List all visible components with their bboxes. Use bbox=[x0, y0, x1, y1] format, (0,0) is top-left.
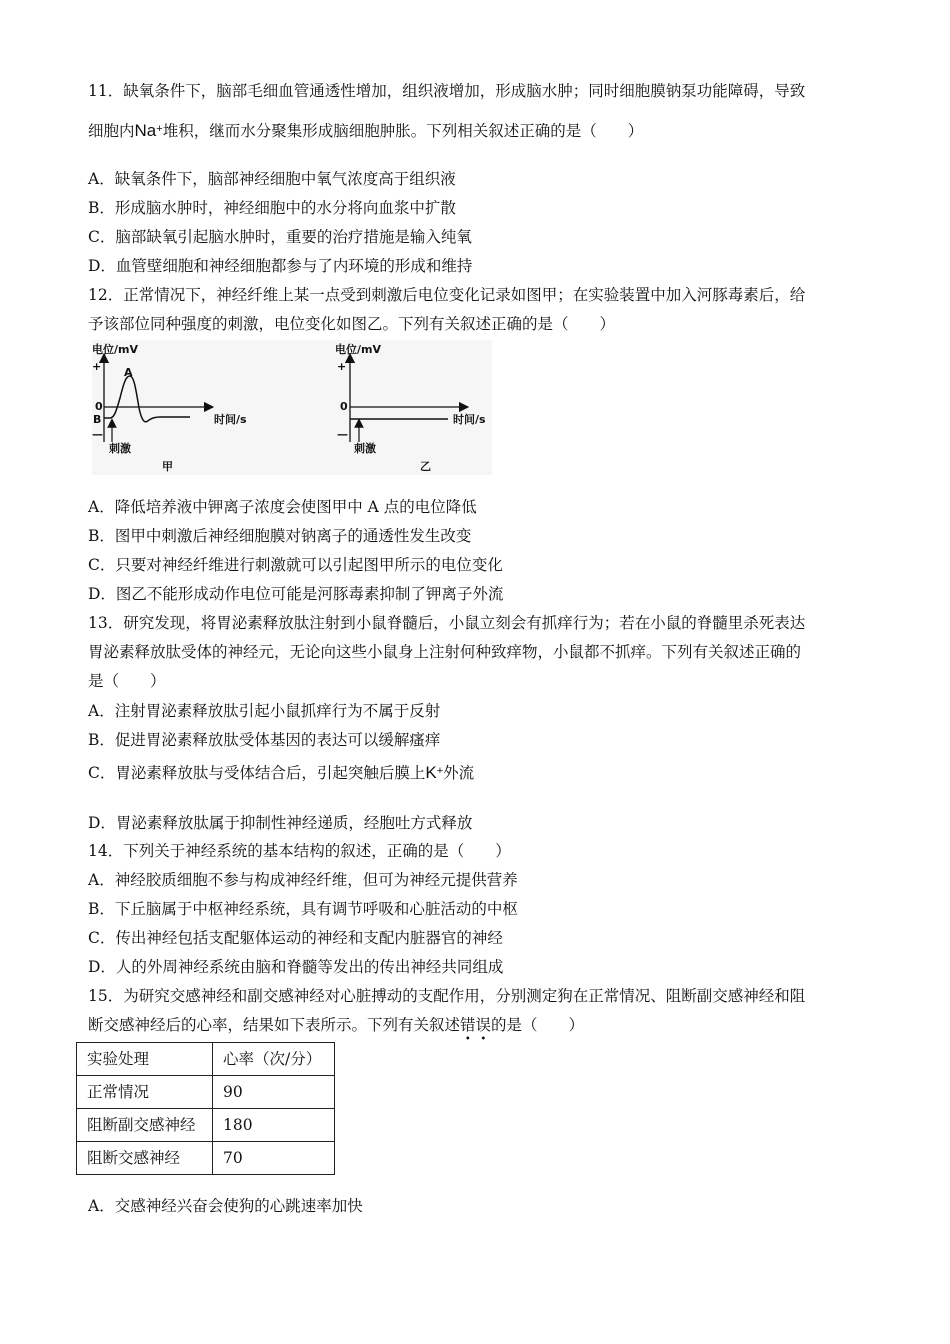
yi-xlabel: 时间/s bbox=[453, 413, 486, 426]
q11-stem-line2 bbox=[88, 121, 643, 143]
q13-stem-line2: 胃泌素释放肽受体的神经元，无论向这些小鼠身上注射何种致痒物，小鼠都不抓痒。下列有关叙述正确的 bbox=[88, 643, 802, 661]
q12-option-c: C．只要对神经纤维进行刺激就可以引起图甲所示的电位变化 bbox=[88, 556, 503, 574]
table-header-row bbox=[77, 1043, 335, 1076]
jia-label-a: A bbox=[124, 366, 133, 379]
q13-option-d: D．胃泌素释放肽属于抑制性神经递质，经胞吐方式释放 bbox=[88, 814, 473, 832]
q13-ion-charge: + bbox=[436, 765, 444, 777]
q15-emph-char-2: 误 bbox=[475, 1016, 492, 1034]
graph-jia bbox=[92, 342, 247, 473]
jia-caption: 甲 bbox=[162, 460, 173, 473]
q15-stem-line2 bbox=[88, 1015, 585, 1045]
jia-potential-curve bbox=[104, 376, 190, 422]
q15-heart-rate-table bbox=[76, 1042, 335, 1175]
q13-option-c bbox=[88, 763, 474, 785]
q14-option-d: D．人的外周神经系统由脑和脊髓等发出的传出神经共同组成 bbox=[88, 958, 504, 976]
q15-stem-line1: 15．为研究交感神经和副交感神经对心脏搏动的支配作用，分别测定狗在正常情况、阻断副交感神经和阻 bbox=[88, 987, 806, 1005]
q15-option-a: A．交感神经兴奋会使狗的心跳速率加快 bbox=[88, 1197, 363, 1215]
jia-plus: + bbox=[92, 360, 102, 373]
table-cell: 阻断交感神经 bbox=[77, 1142, 213, 1175]
jia-xlabel: 时间/s bbox=[214, 413, 247, 426]
q14-stem: 14．下列关于神经系统的基本结构的叙述，正确的是（ ） bbox=[88, 842, 511, 860]
jia-stimulus-label: 刺激 bbox=[109, 442, 131, 455]
q15-emphasis-2 bbox=[475, 1015, 492, 1045]
table-row bbox=[77, 1142, 335, 1175]
q13-potassium-ion bbox=[425, 763, 443, 782]
q11-sodium-ion bbox=[135, 121, 163, 140]
q13-option-c-pre: C．胃泌素释放肽与受体结合后，引起突触后膜上 bbox=[88, 764, 426, 782]
q13-option-a: A．注射胃泌素释放肽引起小鼠抓痒行为不属于反射 bbox=[88, 702, 441, 720]
yi-stimulus-label: 刺激 bbox=[354, 442, 376, 455]
jia-label-b: B bbox=[93, 413, 102, 426]
q15-stem-post: 的是（ ） bbox=[491, 1016, 585, 1034]
q11-ion-symbol: Na bbox=[134, 121, 157, 140]
q14-option-a: A．神经胶质细胞不参与构成神经纤维，但可为神经元提供营养 bbox=[88, 871, 518, 889]
table-header-cell: 心率（次/分） bbox=[213, 1043, 335, 1076]
table-cell: 90 bbox=[213, 1076, 335, 1109]
table-header-cell: 实验处理 bbox=[77, 1043, 213, 1076]
q12-stem-line1: 12．正常情况下，神经纤维上某一点受到刺激后电位变化记录如图甲；在实验装置中加入河豚毒素后，给 bbox=[88, 286, 806, 304]
q12-stem-line2: 予该部位同种强度的刺激，电位变化如图乙。下列有关叙述正确的是（ ） bbox=[88, 315, 616, 333]
jia-ylabel: 电位/mV bbox=[92, 343, 138, 356]
q11-stem-post: 堆积，继而水分聚集形成脑细胞肿胀。下列相关叙述正确的是（ ） bbox=[162, 122, 644, 140]
jia-zero: 0 bbox=[95, 400, 103, 413]
yi-caption: 乙 bbox=[420, 460, 431, 473]
yi-minus: — bbox=[337, 428, 348, 441]
q11-option-a: A．缺氧条件下，脑部神经细胞中氧气浓度高于组织液 bbox=[88, 170, 456, 188]
table-cell: 正常情况 bbox=[77, 1076, 213, 1109]
q12-option-a: A．降低培养液中钾离子浓度会使图甲中 A 点的电位降低 bbox=[88, 498, 477, 516]
q14-option-c: C．传出神经包括支配躯体运动的神经和支配内脏器官的神经 bbox=[88, 929, 503, 947]
emphasis-dot-icon: • bbox=[464, 1034, 471, 1045]
emphasis-dot-icon: • bbox=[480, 1034, 487, 1045]
yi-zero: 0 bbox=[340, 400, 348, 413]
q11-stem-pre: 细胞内 bbox=[88, 122, 135, 140]
jia-minus: — bbox=[92, 428, 103, 441]
q12-option-d: D．图乙不能形成动作电位可能是河豚毒素抑制了钾离子外流 bbox=[88, 585, 504, 603]
q11-option-c: C．脑部缺氧引起脑水肿时，重要的治疗措施是输入纯氧 bbox=[88, 228, 472, 246]
q13-option-c-post: 外流 bbox=[443, 764, 475, 782]
q13-stem-line1: 13．研究发现，将胃泌素释放肽注射到小鼠脊髓后，小鼠立刻会有抓痒行为；若在小鼠的脊髓里杀死表达 bbox=[88, 614, 806, 632]
table-cell: 180 bbox=[213, 1109, 335, 1142]
q11-option-b: B．形成脑水肿时，神经细胞中的水分将向血浆中扩散 bbox=[88, 199, 456, 217]
potential-graphs bbox=[92, 340, 492, 475]
yi-ylabel: 电位/mV bbox=[335, 343, 381, 356]
q11-stem-line1: 11．缺氧条件下，脑部毛细血管通透性增加，组织液增加，形成脑水肿；同时细胞膜钠泵功能障碍，导致 bbox=[88, 82, 806, 100]
q13-ion-symbol: K bbox=[425, 763, 437, 782]
q11-option-d: D．血管壁细胞和神经细胞都参与了内环境的形成和维持 bbox=[88, 257, 473, 275]
q14-option-b: B．下丘脑属于中枢神经系统，具有调节呼吸和心脏活动的中枢 bbox=[88, 900, 518, 918]
q11-ion-charge: + bbox=[156, 123, 163, 135]
q12-potential-figure bbox=[92, 340, 492, 475]
q12-option-b: B．图甲中刺激后神经细胞膜对钠离子的通透性发生改变 bbox=[88, 527, 472, 545]
q13-stem-line3: 是（ ） bbox=[88, 672, 166, 690]
table-cell: 阻断副交感神经 bbox=[77, 1109, 213, 1142]
q15-emphasis-1 bbox=[460, 1015, 476, 1045]
table-cell: 70 bbox=[213, 1142, 335, 1175]
q15-emph-char-1: 错 bbox=[460, 1016, 476, 1034]
q15-stem-pre: 断交感神经后的心率，结果如下表所示。下列有关叙述 bbox=[88, 1016, 461, 1034]
table-row bbox=[77, 1076, 335, 1109]
q13-option-b: B．促进胃泌素释放肽受体基因的表达可以缓解瘙痒 bbox=[88, 731, 441, 749]
table-row bbox=[77, 1109, 335, 1142]
graph-yi bbox=[335, 342, 486, 473]
yi-plus: + bbox=[337, 360, 347, 373]
